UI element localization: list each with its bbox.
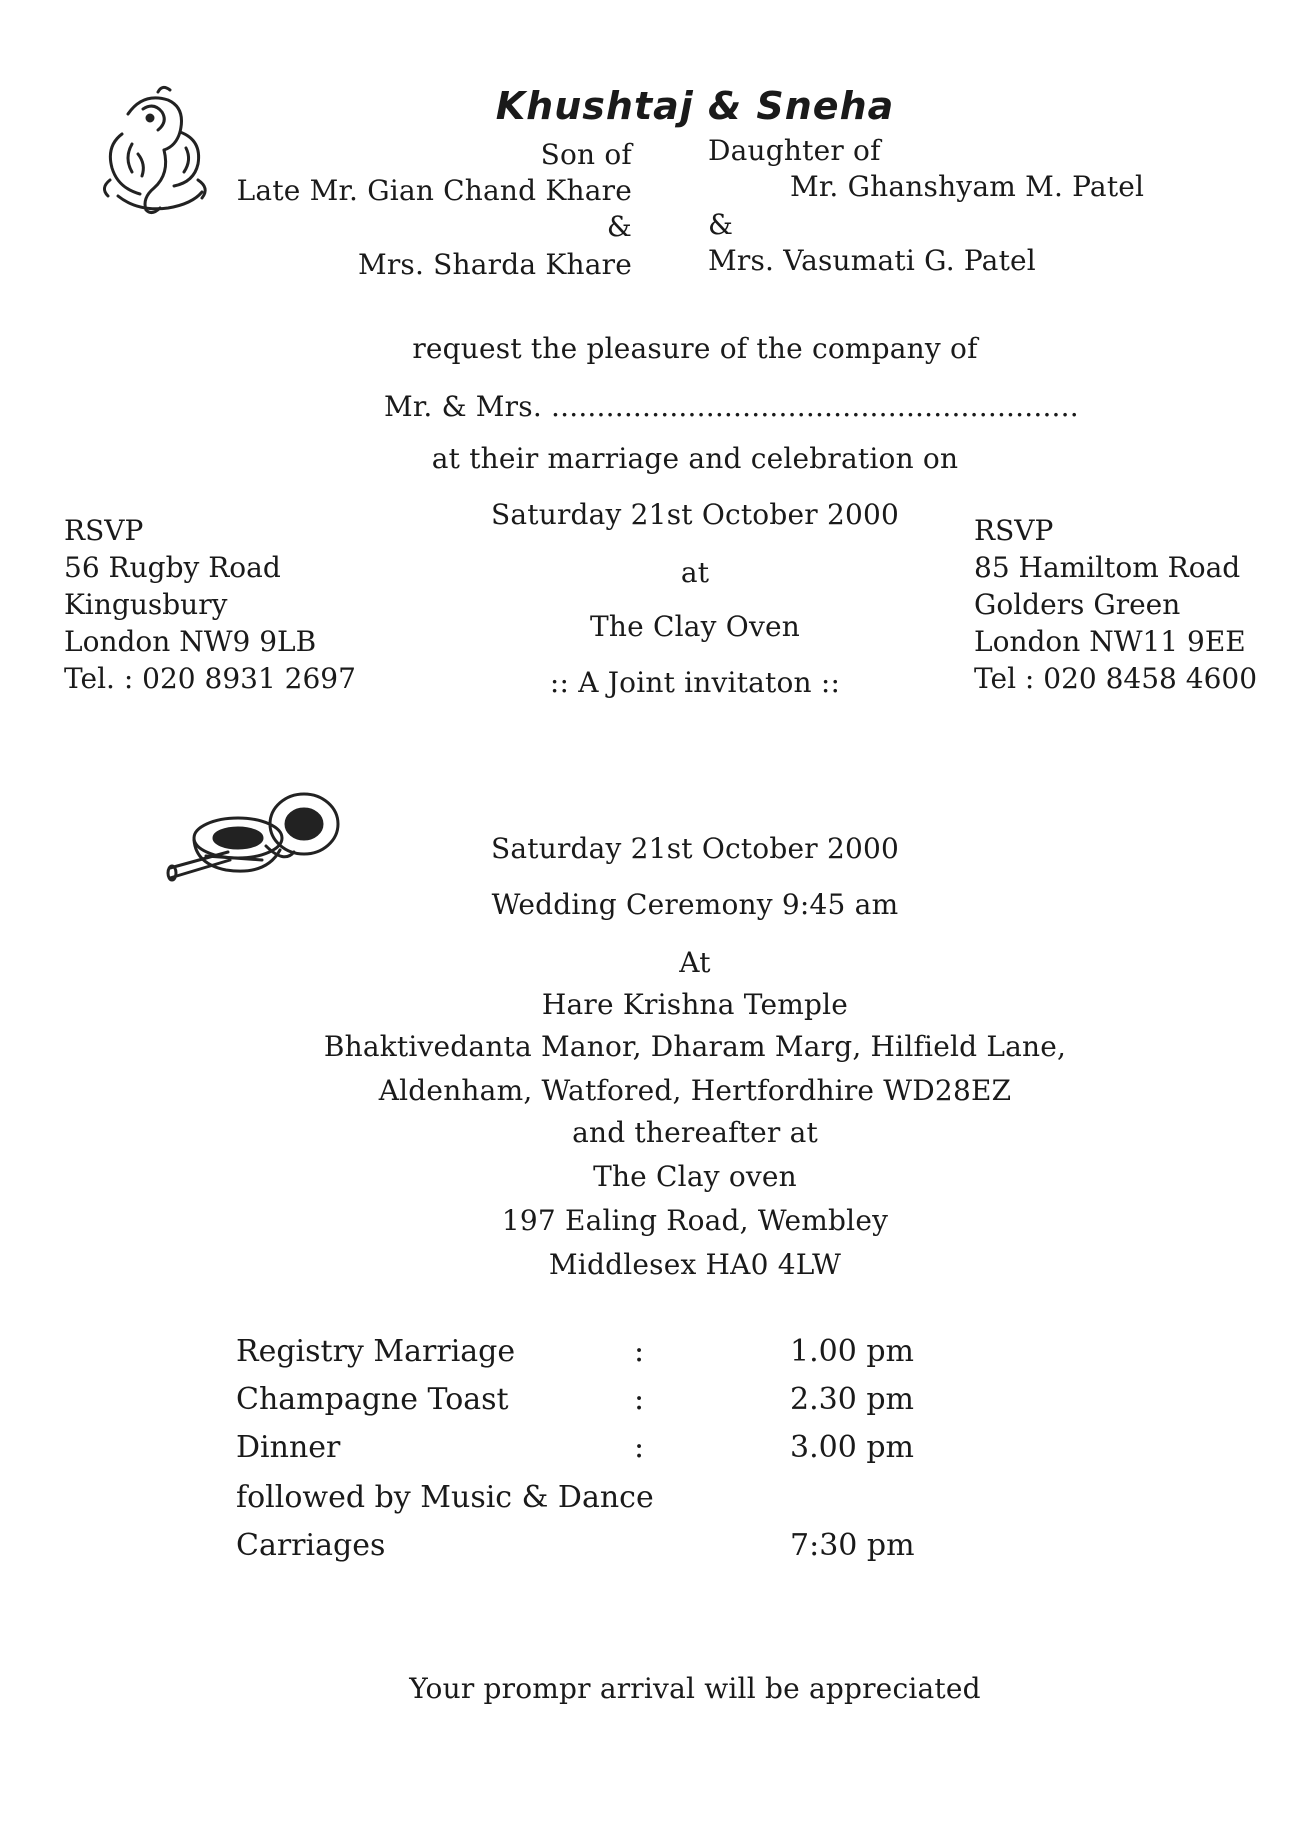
rsvp-left xyxy=(64,512,356,697)
rsvp-left-phone: Tel. : 020 8931 2697 xyxy=(64,662,356,695)
reception-address-2: Middlesex HA0 4LW xyxy=(548,1248,842,1281)
temple-address-1: Bhaktivedanta Manor, Dharam Marg, Hilfield Lane, xyxy=(323,1030,1067,1063)
invitation-date: Saturday 21st October 2000 xyxy=(490,498,899,531)
occasion-line: at their marriage and celebration on xyxy=(431,442,959,475)
schedule-sep: : xyxy=(634,1382,645,1417)
rsvp-right-phone: Tel : 020 8458 4600 xyxy=(974,662,1258,695)
schedule-time: 7:30 pm xyxy=(790,1528,915,1563)
ceremony-at: At xyxy=(679,946,711,979)
groom-ampersand: & xyxy=(606,210,632,243)
schedule-time: 2.30 pm xyxy=(790,1382,914,1417)
rsvp-right-heading: RSVP xyxy=(974,514,1054,547)
schedule-event: Registry Marriage xyxy=(236,1334,516,1369)
groom-father: Late Mr. Gian Chand Khare xyxy=(236,174,632,207)
ceremony-time: Wedding Ceremony 9:45 am xyxy=(491,888,899,921)
request-line: request the pleasure of the company of xyxy=(412,332,978,365)
ceremony-date: Saturday 21st October 2000 xyxy=(490,832,899,865)
rsvp-left-heading: RSVP xyxy=(64,514,144,547)
bride-relation: Daughter of xyxy=(708,134,881,167)
groom-relation: Son of xyxy=(540,138,632,171)
schedule-event: Champagne Toast xyxy=(236,1382,509,1417)
joint-invitation: :: A Joint invitaton :: xyxy=(549,666,841,699)
schedule-sep: : xyxy=(634,1430,645,1465)
closing-note: Your prompr arrival will be appreciated xyxy=(409,1672,981,1705)
reception-venue: The Clay oven xyxy=(593,1160,797,1193)
rsvp-right-line1: 85 Hamiltom Road xyxy=(974,551,1241,584)
rsvp-left-line3: London NW9 9LB xyxy=(64,625,317,658)
temple-address-2: Aldenham, Watfored, Hertfordhire WD28EZ xyxy=(378,1074,1012,1107)
invitation-venue: The Clay Oven xyxy=(590,610,800,643)
schedule-time: 3.00 pm xyxy=(790,1430,914,1465)
bride-ampersand: & xyxy=(708,208,734,241)
schedule-event: Dinner xyxy=(236,1430,341,1465)
groom-mother: Mrs. Sharda Khare xyxy=(357,248,632,281)
thereafter-line: and thereafter at xyxy=(572,1116,818,1149)
schedule-event: Carriages xyxy=(236,1528,386,1563)
rsvp-left-line2: Kingusbury xyxy=(64,588,228,621)
rsvp-left-line1: 56 Rugby Road xyxy=(64,551,281,584)
rsvp-right-line2: Golders Green xyxy=(974,588,1181,621)
rsvp-right xyxy=(974,512,1257,697)
couple-title: Khushtaj & Sneha xyxy=(495,84,895,128)
guest-line: Mr. & Mrs. .......................................................... xyxy=(384,390,1079,423)
bride-father: Mr. Ghanshyam M. Patel xyxy=(790,170,1145,203)
schedule-event: followed by Music & Dance xyxy=(236,1480,654,1515)
schedule-time: 1.00 pm xyxy=(790,1334,914,1369)
temple-name: Hare Krishna Temple xyxy=(541,988,849,1021)
rsvp-right-line3: London NW11 9EE xyxy=(974,625,1246,658)
reception-address-1: 197 Ealing Road, Wembley xyxy=(501,1204,889,1237)
schedule-sep: : xyxy=(634,1334,645,1369)
invitation-at: at xyxy=(680,556,710,589)
bride-mother: Mrs. Vasumati G. Patel xyxy=(708,244,1036,277)
